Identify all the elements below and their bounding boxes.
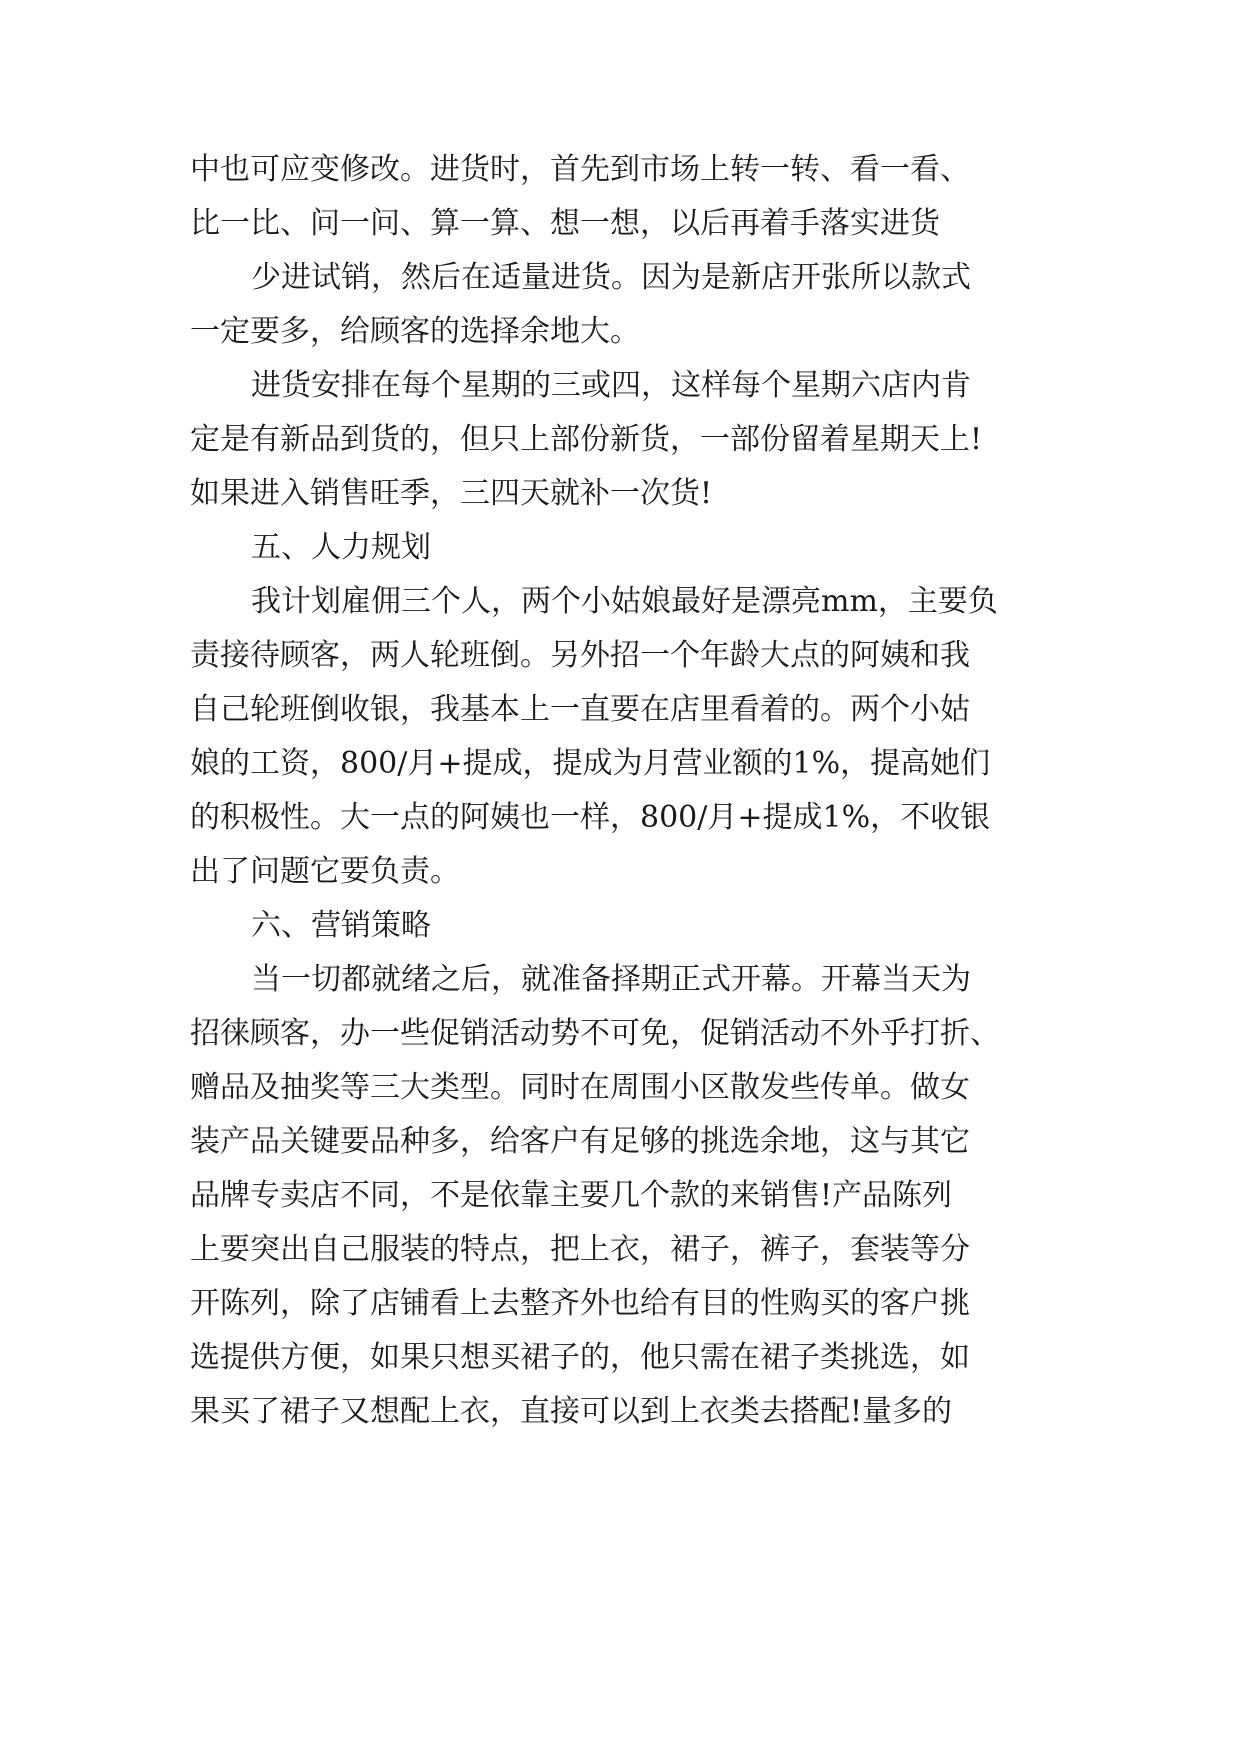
section-heading-staffing: 五、人力规划 [251, 530, 431, 565]
text-line-12: 娘的工资，800/月+提成，提成为月营业额的1%，提高她们 [190, 746, 991, 781]
text-line-19: 装产品关键要品种多，给客户有足够的挑选余地，这与其它 [190, 1124, 970, 1159]
text-line-24: 果买了裙子又想配上衣，直接可以到上衣类去搭配!量多的 [190, 1394, 953, 1429]
text-line-18: 赠品及抽奖等三大类型。同时在周围小区散发些传单。做女 [190, 1070, 970, 1105]
text-line-6: 定是有新品到货的，但只上部份新货，一部份留着星期天上! [190, 422, 983, 457]
text-line-1: 中也可应变修改。进货时，首先到市场上转一转、看一看、 [190, 152, 970, 187]
text-line-4: 一定要多，给顾客的选择余地大。 [190, 314, 640, 349]
text-line-11: 自己轮班倒收银，我基本上一直要在店里看着的。两个小姑 [190, 692, 970, 727]
text-line-21: 上要突出自己服装的特点，把上衣，裙子，裤子，套装等分 [190, 1232, 970, 1267]
paragraph-line-3: 少进试销，然后在适量进货。因为是新店开张所以款式 [251, 260, 971, 295]
text-line-22: 开陈列，除了店铺看上去整齐外也给有目的性购买的客户挑 [190, 1286, 970, 1321]
text-line-23: 选提供方便，如果只想买裙子的，他只需在裙子类挑选，如 [190, 1340, 970, 1375]
paragraph-line-16: 当一切都就绪之后，就准备择期正式开幕。开幕当天为 [251, 962, 971, 997]
section-heading-marketing: 六、营销策略 [251, 908, 431, 943]
paragraph-line-9: 我计划雇佣三个人，两个小姑娘最好是漂亮mm，主要负 [251, 584, 998, 619]
text-line-2: 比一比、问一问、算一算、想一想，以后再着手落实进货 [190, 206, 940, 241]
text-line-14: 出了问题它要负责。 [190, 854, 460, 889]
text-line-7: 如果进入销售旺季，三四天就补一次货! [190, 476, 713, 511]
text-line-10: 责接待顾客，两人轮班倒。另外招一个年龄大点的阿姨和我 [190, 638, 970, 673]
text-line-13: 的积极性。大一点的阿姨也一样，800/月+提成1%，不收银 [190, 800, 991, 835]
paragraph-line-5: 进货安排在每个星期的三或四，这样每个星期六店内肯 [251, 368, 971, 403]
text-line-17: 招徕顾客，办一些促销活动势不可免，促销活动不外乎打折、 [190, 1016, 1000, 1051]
text-line-20: 品牌专卖店不同，不是依靠主要几个款的来销售!产品陈列 [190, 1178, 953, 1213]
